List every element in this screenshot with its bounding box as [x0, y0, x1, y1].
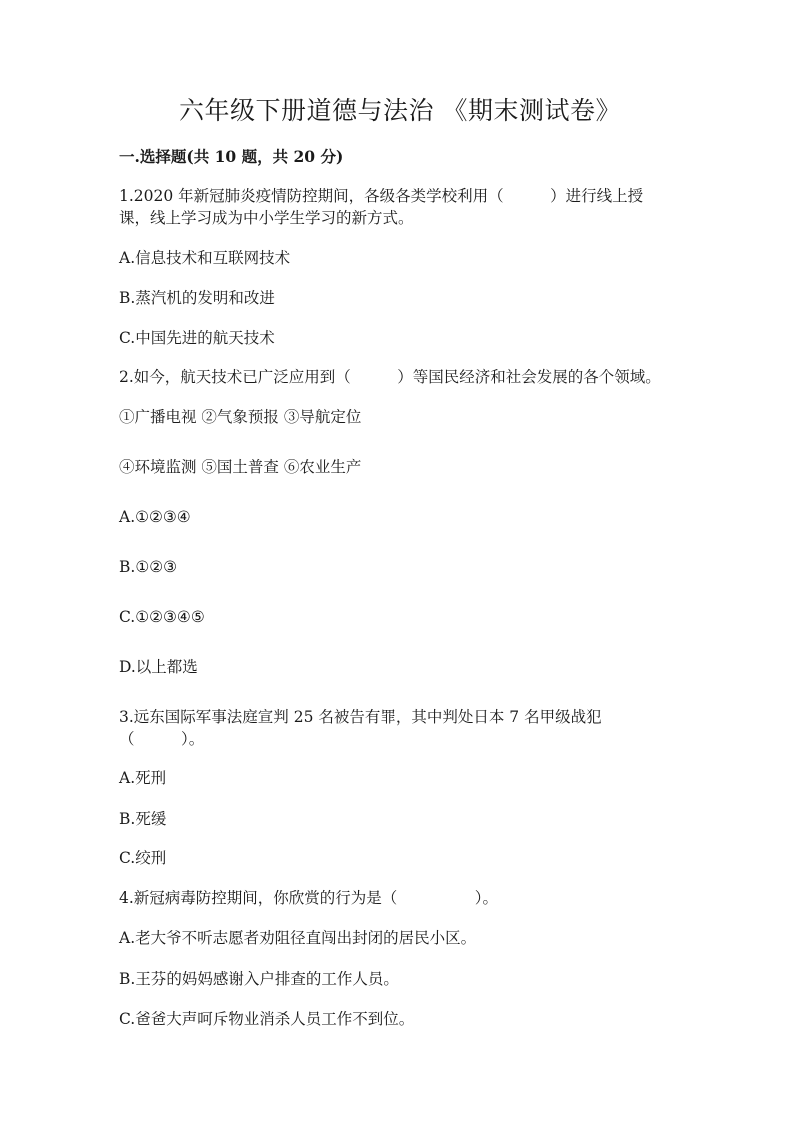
question-2-stem-line-1: 2.如今，航天技术已广泛应用到（ ）等国民经济和社会发展的各个领域。: [119, 368, 661, 386]
exam-title: 六年级下册道德与法治 《期末测试卷》: [179, 96, 621, 125]
question-2-stem-line-3: ④环境监测 ⑤国土普查 ⑥农业生产: [119, 458, 362, 476]
question-3-option-b: B.死缓: [119, 810, 167, 828]
question-1-option-a: A.信息技术和互联网技术: [119, 249, 291, 267]
question-2-option-d: D.以上都选: [119, 658, 198, 676]
question-1-stem-line-2: 课，线上学习成为中小学生学习的新方式。: [119, 209, 414, 227]
question-2-stem-line-2: ①广播电视 ②气象预报 ③导航定位: [119, 408, 362, 426]
question-3-stem-line-2: （ ）。: [119, 730, 205, 748]
question-4-stem-line-1: 4.新冠病毒防控期间，你欣赏的行为是（ ）。: [119, 889, 499, 907]
question-1-stem-line-1: 1.2020 年新冠肺炎疫情防控期间，各级各类学校利用（ ）进行线上授: [119, 187, 644, 205]
question-2-option-b: B.①②③: [119, 558, 178, 576]
question-3-option-c: C.绞刑: [119, 849, 167, 867]
question-2-option-c: C.①②③④⑤: [119, 608, 205, 626]
question-3-option-a: A.死刑: [119, 769, 167, 787]
section-heading: 一.选择题(共 10 题，共 20 分): [119, 147, 344, 166]
question-3-stem-line-1: 3.远东国际军事法庭宣判 25 名被告有罪，其中判处日本 7 名甲级战犯: [119, 708, 602, 726]
question-1-option-c: C.中国先进的航天技术: [119, 329, 275, 347]
question-4-option-a: A.老大爷不听志愿者劝阻径直闯出封闭的居民小区。: [119, 929, 477, 947]
question-2-option-a: A.①②③④: [119, 508, 191, 526]
question-4-option-c: C.爸爸大声呵斥物业消杀人员工作不到位。: [119, 1010, 415, 1028]
question-4-option-b: B.王芬的妈妈感谢入户排查的工作人员。: [119, 970, 399, 988]
question-1-option-b: B.蒸汽机的发明和改进: [119, 289, 275, 307]
